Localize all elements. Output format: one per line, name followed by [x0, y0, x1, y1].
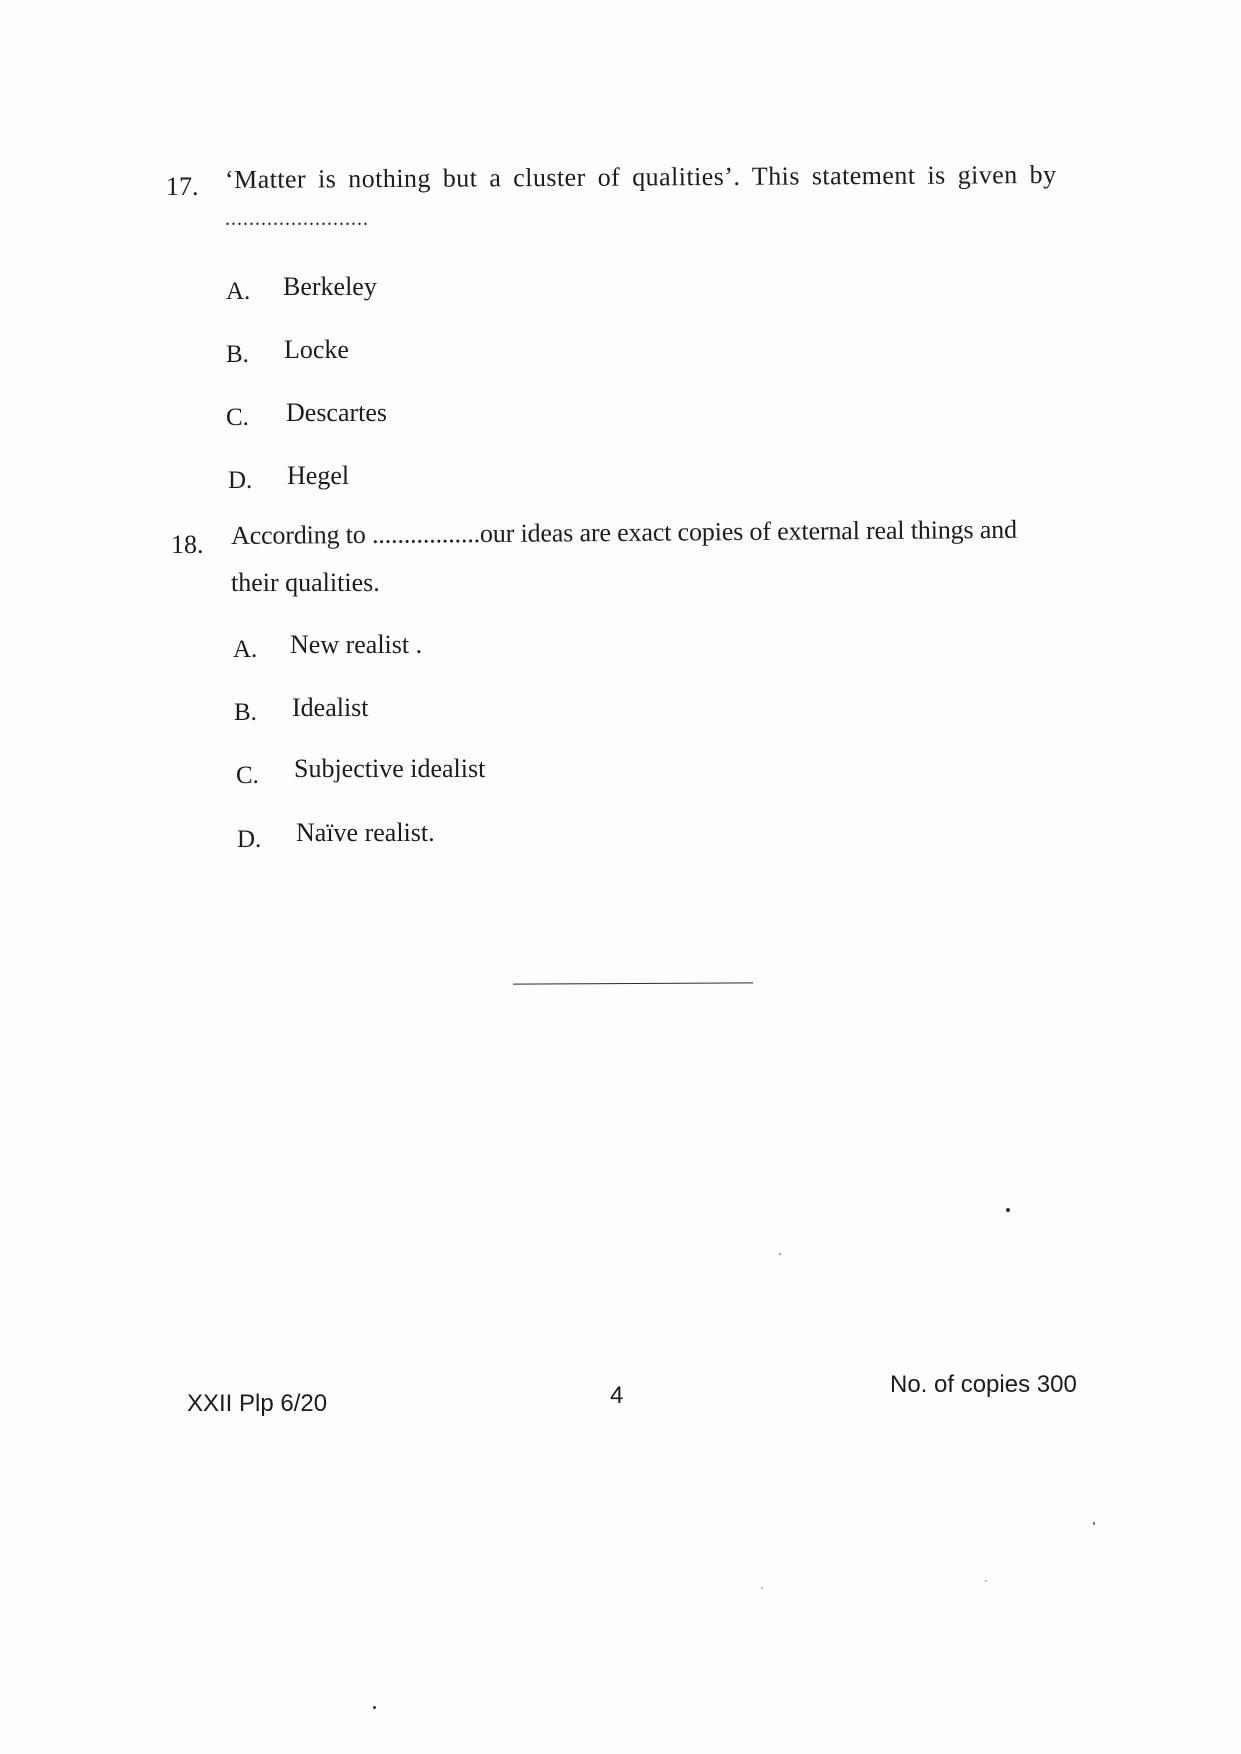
- question-text: According to .................our ideas are exact copies of external real things and: [230, 514, 1017, 550]
- scan-speck: [779, 1253, 781, 1255]
- option-letter: D.: [237, 826, 262, 853]
- option-text: Idealist: [292, 693, 369, 722]
- scan-speck: [1093, 1522, 1095, 1525]
- question-number: 18.: [171, 530, 204, 559]
- option-text: Hegel: [287, 461, 350, 490]
- option-text: Berkeley: [283, 272, 377, 301]
- option-letter: D.: [228, 467, 253, 494]
- end-divider: [513, 982, 753, 984]
- option-letter: B.: [226, 341, 249, 368]
- option-letter: A.: [233, 636, 258, 663]
- paper-code: XXII Plp 6/20: [187, 1390, 328, 1417]
- page-number: 4: [610, 1382, 624, 1409]
- option-text: New realist .: [290, 630, 423, 659]
- option-text: Descartes: [286, 398, 388, 427]
- question-number: 17.: [166, 172, 199, 201]
- option-letter: C.: [236, 762, 259, 789]
- scan-speck: [373, 1706, 376, 1709]
- option-text: Locke: [284, 335, 349, 364]
- answer-blank: ........................: [225, 208, 369, 230]
- copies-count: No. of copies 300: [890, 1371, 1077, 1398]
- question-text: ‘Matter is nothing but a cluster of qualities’. This statement is given by: [224, 159, 1057, 194]
- option-text: Naïve realist.: [296, 818, 435, 847]
- option-letter: A.: [226, 278, 251, 305]
- option-letter: B.: [234, 699, 257, 726]
- scan-speck: [761, 1587, 763, 1589]
- scan-speck: [1006, 1208, 1010, 1212]
- question-text-continued: their qualities.: [231, 568, 380, 597]
- option-text: Subjective idealist: [294, 754, 486, 783]
- option-letter: C.: [226, 404, 249, 431]
- scan-speck: [985, 1580, 987, 1582]
